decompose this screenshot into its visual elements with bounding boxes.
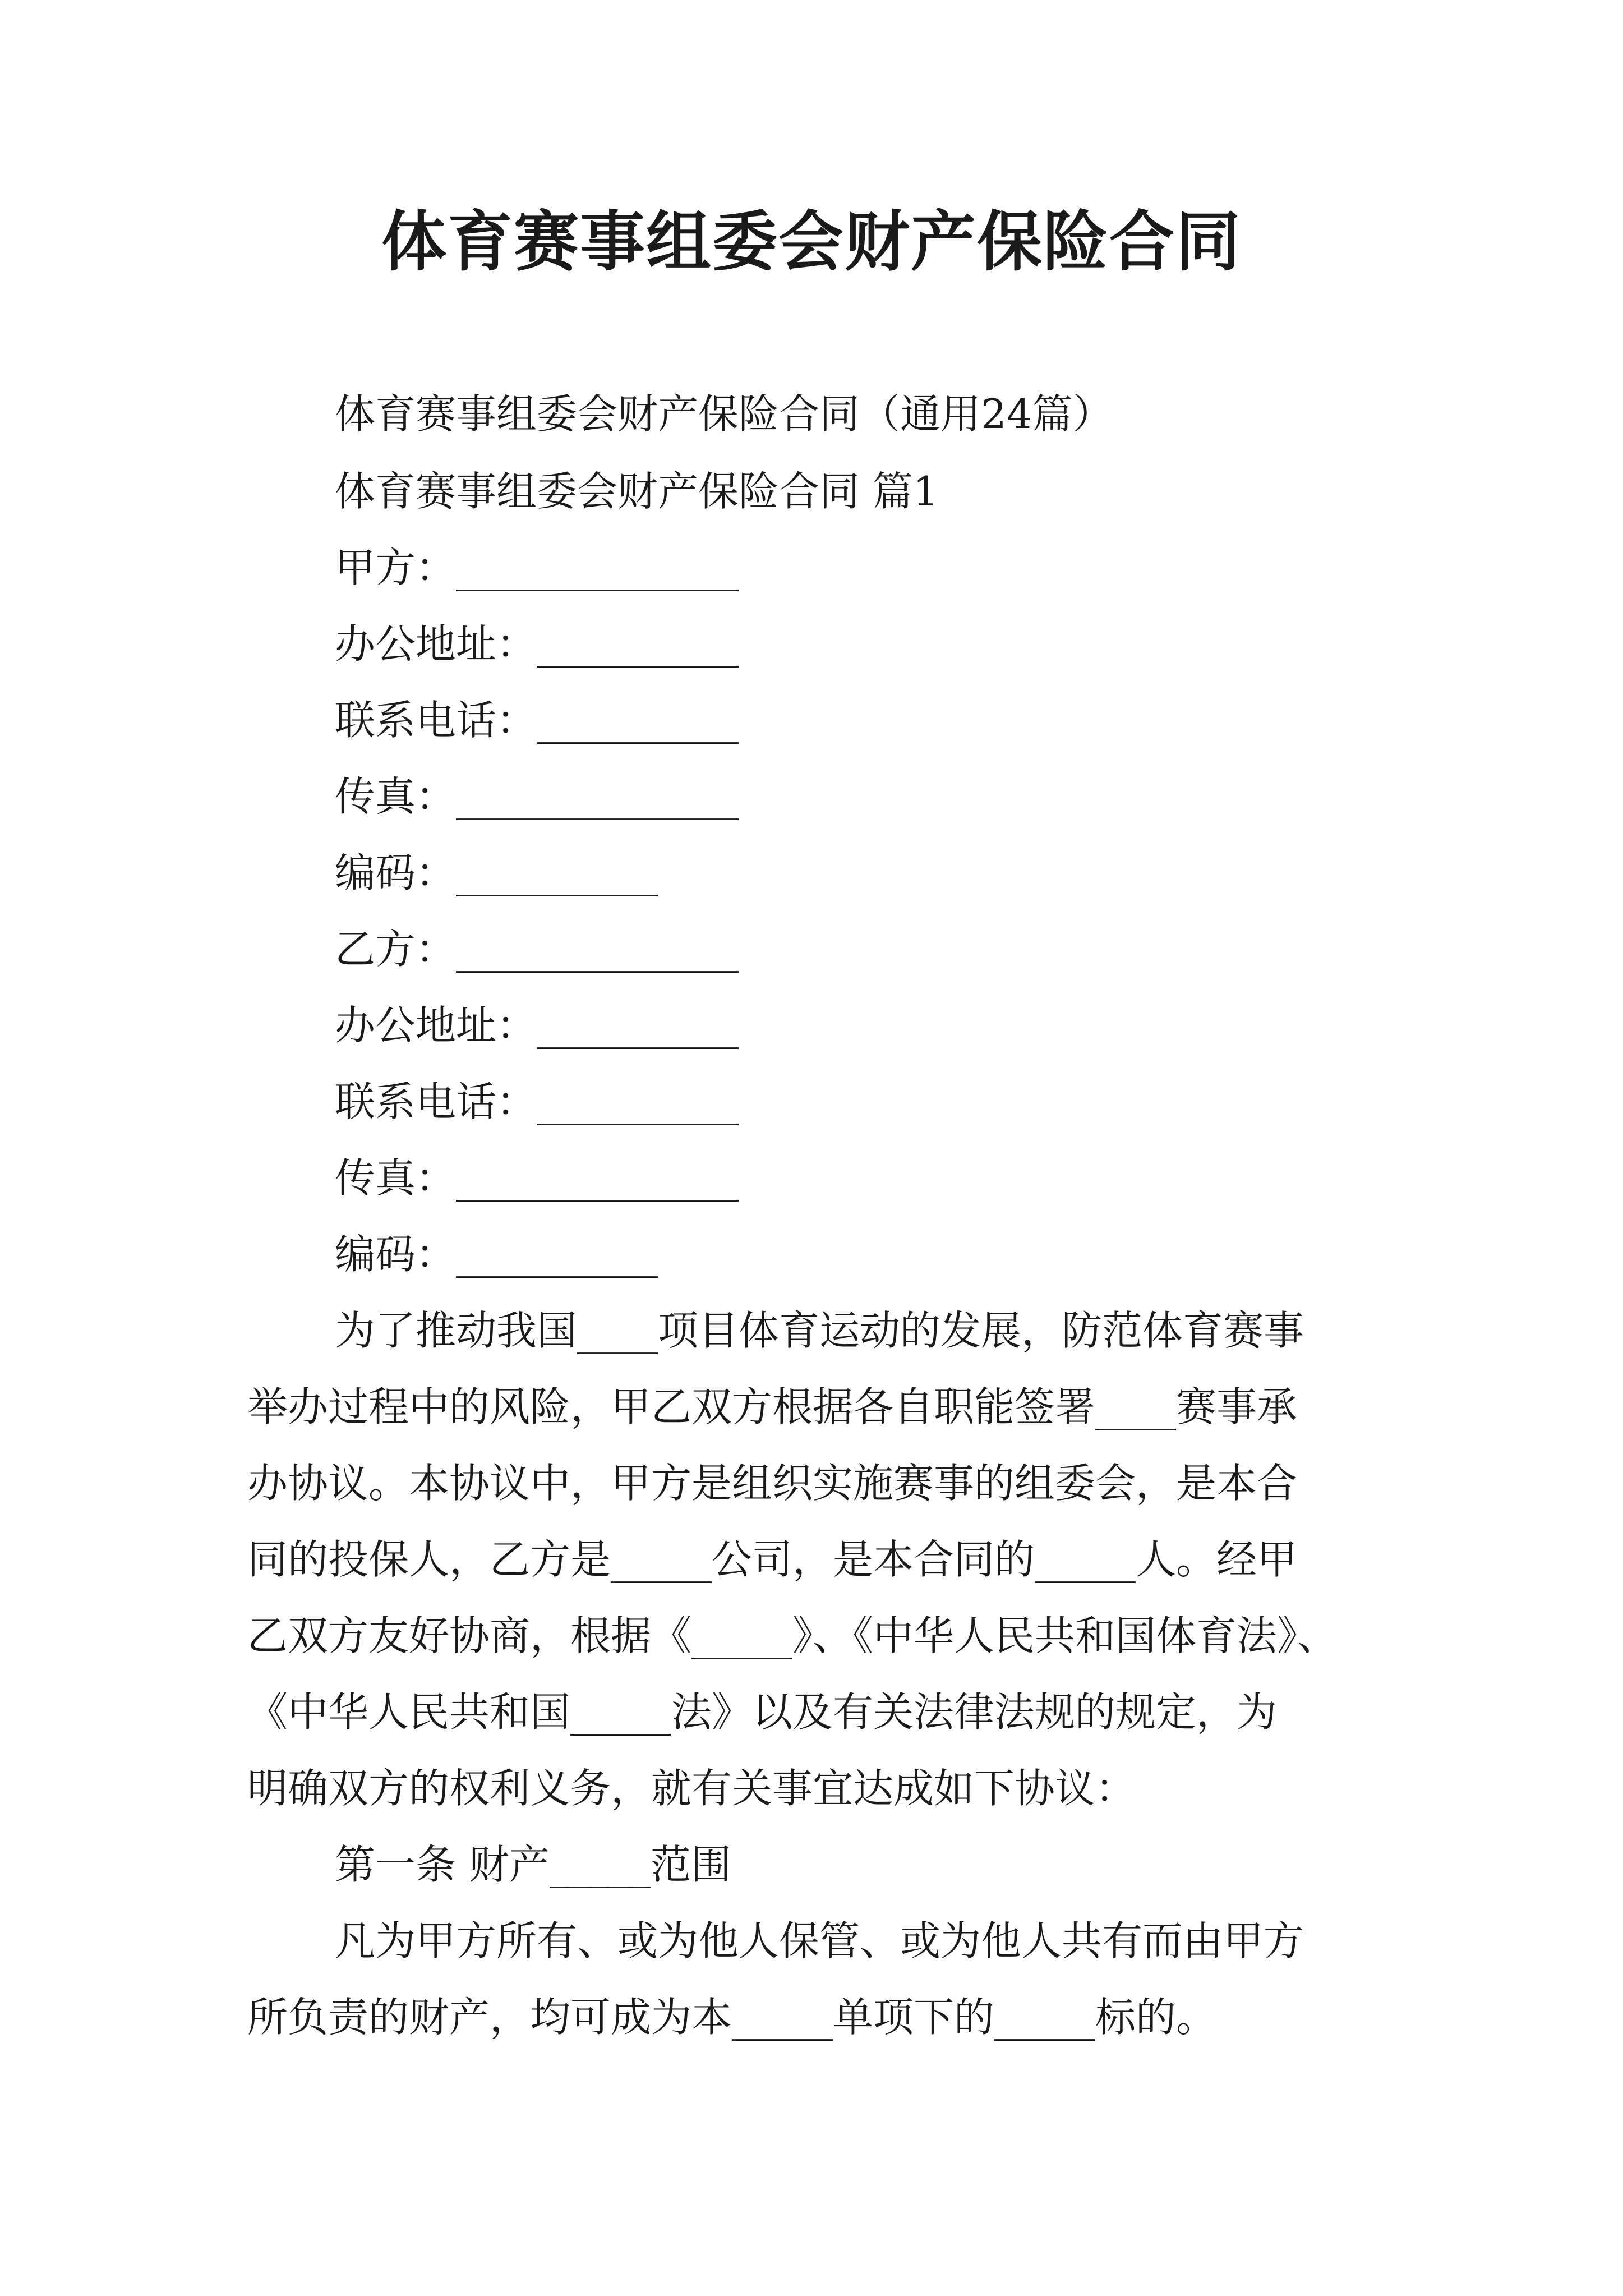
- paragraph-line: 同的投保人，乙方是_____公司，是本合同的_____人。经甲: [247, 1536, 1298, 1583]
- party-b-name-label: 乙方：: [335, 926, 457, 973]
- paragraph-line: 乙双方友好协商，根据《_____》、《中华人民共和国体育法》、: [247, 1612, 1338, 1659]
- article-body-line: 所负责的财产，均可成为本_____单项下的_____标的。: [247, 1994, 1217, 2041]
- party-b-name-field: [335, 921, 739, 977]
- paragraph-line: 办协议。本协议中，甲方是组织实施赛事的组委会，是本合: [247, 1460, 1298, 1507]
- party-b-address-label: 办公地址：: [335, 1002, 537, 1049]
- party-a-fax-field: [335, 769, 739, 825]
- paragraph-line: 举办过程中的风险，甲乙双方根据各自职能签署____赛事承: [247, 1383, 1298, 1430]
- party-b-name-blank: ______________: [456, 926, 739, 973]
- party-a-address-field: [335, 616, 739, 672]
- party-b-fax-label: 传真：: [335, 1154, 457, 1202]
- party-b-fax-field: [335, 1150, 739, 1206]
- party-a-name-label: 甲方：: [335, 544, 457, 591]
- party-b-code-label: 编码：: [335, 1231, 457, 1278]
- party-b-phone-blank: __________: [537, 1078, 739, 1125]
- party-a-name-field: [335, 540, 739, 596]
- party-b-fax-blank: ______________: [456, 1154, 739, 1202]
- section-heading: 体育赛事组委会财产保险合同 篇1: [335, 468, 939, 515]
- party-a-fax-blank: ______________: [456, 773, 739, 820]
- party-b-address-field: [335, 997, 739, 1053]
- paragraph-line: 《中华人民共和国_____法》以及有关法律法规的规定，为: [247, 1688, 1278, 1736]
- paragraph-line: 为了推动我国____项目体育运动的发展，防范体育赛事: [335, 1307, 1304, 1354]
- party-a-phone-field: [335, 692, 739, 748]
- party-a-address-blank: __________: [537, 620, 739, 668]
- party-b-address-blank: __________: [537, 1002, 739, 1049]
- article-heading: 第一条 财产_____范围: [335, 1841, 731, 1888]
- party-a-phone-label: 联系电话：: [335, 697, 537, 744]
- party-a-name-blank: ______________: [456, 544, 739, 591]
- article-body-line: 凡为甲方所有、或为他人保管、或为他人共有而由甲方: [335, 1917, 1304, 1964]
- party-b-code-blank: __________: [456, 1231, 658, 1278]
- party-a-code-field: [335, 845, 658, 901]
- party-a-address-label: 办公地址：: [335, 620, 537, 668]
- party-b-phone-label: 联系电话：: [335, 1078, 537, 1125]
- party-a-code-blank: __________: [456, 849, 658, 896]
- party-b-code-field: [335, 1226, 658, 1282]
- party-a-fax-label: 传真：: [335, 773, 457, 820]
- party-a-phone-blank: __________: [537, 697, 739, 744]
- party-a-code-label: 编码：: [335, 849, 457, 896]
- paragraph-line: 明确双方的权利义务，就有关事宜达成如下协议：: [247, 1765, 1136, 1812]
- page-title: 体育赛事组委会财产保险合同: [381, 204, 1242, 280]
- document-subtitle: 体育赛事组委会财产保险合同（通用24篇）: [335, 390, 1113, 438]
- party-b-phone-field: [335, 1074, 739, 1130]
